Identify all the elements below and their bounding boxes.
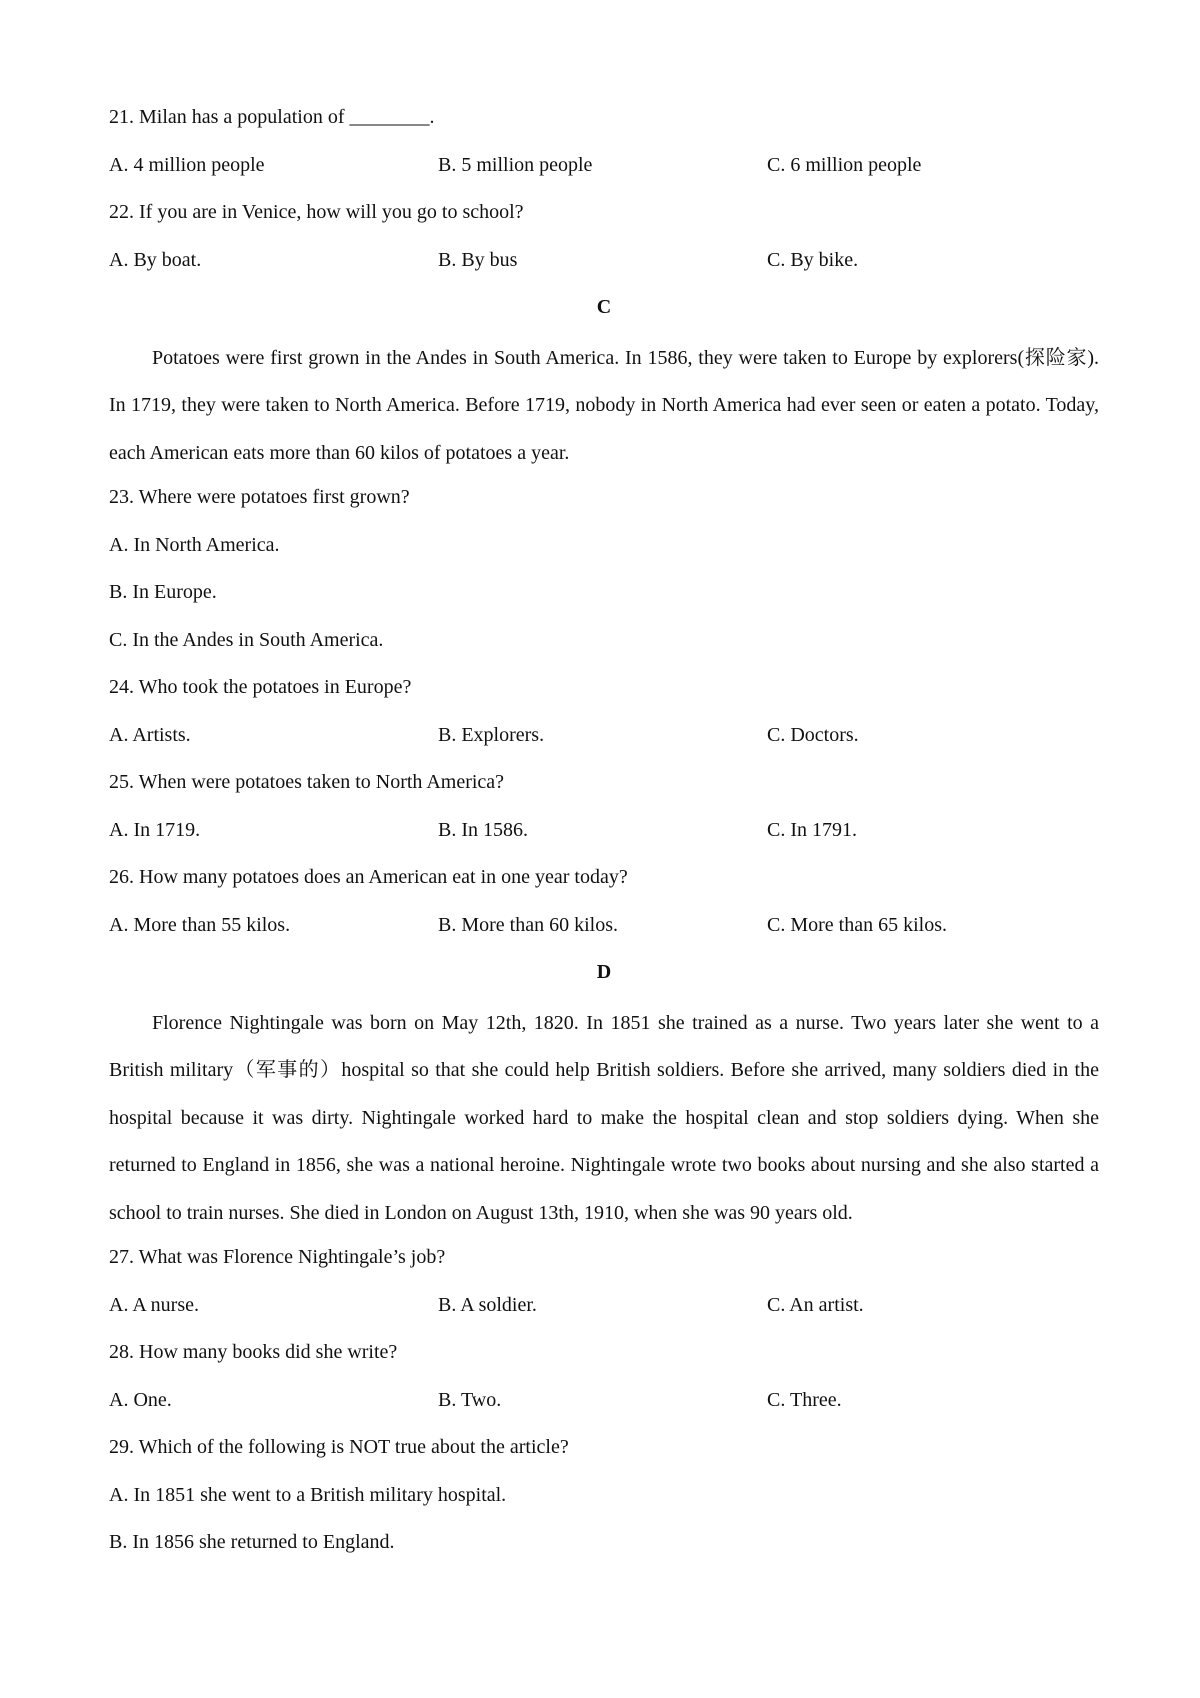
option-b: B. In 1586. (438, 818, 528, 841)
option-b: B. In 1856 she returned to England. (109, 1531, 395, 1553)
option-a: A. In 1719. (109, 818, 201, 841)
question-22: 22. If you are in Venice, how will you go to school? (109, 201, 524, 223)
option-c: C. Three. (767, 1388, 842, 1411)
option-b: B. More than 60 kilos. (438, 913, 618, 936)
option-c: C. In the Andes in South America. (109, 628, 384, 651)
option-b: B. A soldier. (438, 1293, 537, 1316)
option-c: C. Doctors. (767, 723, 859, 746)
option-a: A. By boat. (109, 248, 202, 271)
option-b: B. 5 million people (438, 153, 593, 176)
option-b: B. Explorers. (438, 723, 545, 746)
option-c: C. In 1791. (767, 818, 857, 841)
question-25: 25. When were potatoes taken to North America? (109, 771, 505, 793)
option-b: B. By bus (438, 248, 518, 271)
option-a: A. In North America. (109, 533, 280, 556)
option-a: A. More than 55 kilos. (109, 913, 291, 936)
question-28-options (109, 1380, 1099, 1428)
question-25-options (109, 810, 1099, 858)
question-26-options (109, 905, 1099, 953)
option-b: B. In Europe. (109, 581, 217, 603)
section-c-passage: Potatoes were first grown in the Andes in South America. In 1586, they were taken to Europe by explorers(探险家). In 1719, they were taken to North America. Before 1719, nobody in North America had ever seen or eaten a potato. Today, each American eats more than 60 kilos of potatoes a year. (109, 346, 1099, 464)
question-24: 24. Who took the potatoes in Europe? (109, 676, 412, 698)
section-d-heading: D (596, 961, 612, 983)
question-28: 28. How many books did she write? (109, 1341, 398, 1363)
question-23: 23. Where were potatoes first grown? (109, 486, 410, 508)
option-c: C. By bike. (767, 248, 859, 271)
question-26: 26. How many potatoes does an American eat in one year today? (109, 866, 628, 888)
option-a: A. In 1851 she went to a British military hospital. (109, 1483, 507, 1506)
option-c: C. An artist. (767, 1293, 864, 1316)
option-c: C. 6 million people (767, 153, 922, 176)
option-c: C. More than 65 kilos. (767, 913, 947, 936)
option-a: A. One. (109, 1388, 172, 1411)
question-27: 27. What was Florence Nightingale’s job? (109, 1246, 446, 1268)
question-24-options (109, 715, 1099, 763)
section-c-heading: C (596, 296, 612, 318)
option-a: A. A nurse. (109, 1293, 199, 1316)
question-29: 29. Which of the following is NOT true about the article? (109, 1436, 569, 1458)
question-21: 21. Milan has a population of ________. (109, 106, 435, 128)
exam-page (109, 97, 1099, 1570)
question-27-options (109, 1285, 1099, 1333)
question-22-options (109, 240, 1099, 288)
section-d-passage: Florence Nightingale was born on May 12th, 1820. In 1851 she trained as a nurse. Two years later she went to a British military（军事的）hospital so that she could help British soldiers. Before she arrived, many soldiers died in the hospital because it was dirty. Nightingale worked hard to make the hospital clean and stop soldiers dying. When she returned to England in 1856, she was a national heroine. Nightingale wrote two books about nursing and she also started a school to train nurses. She died in London on August 13th, 1910, when she was 90 years old. (109, 1011, 1099, 1224)
option-a: A. Artists. (109, 723, 191, 746)
option-b: B. Two. (438, 1388, 502, 1411)
option-a: A. 4 million people (109, 153, 265, 176)
question-21-options (109, 145, 1099, 193)
